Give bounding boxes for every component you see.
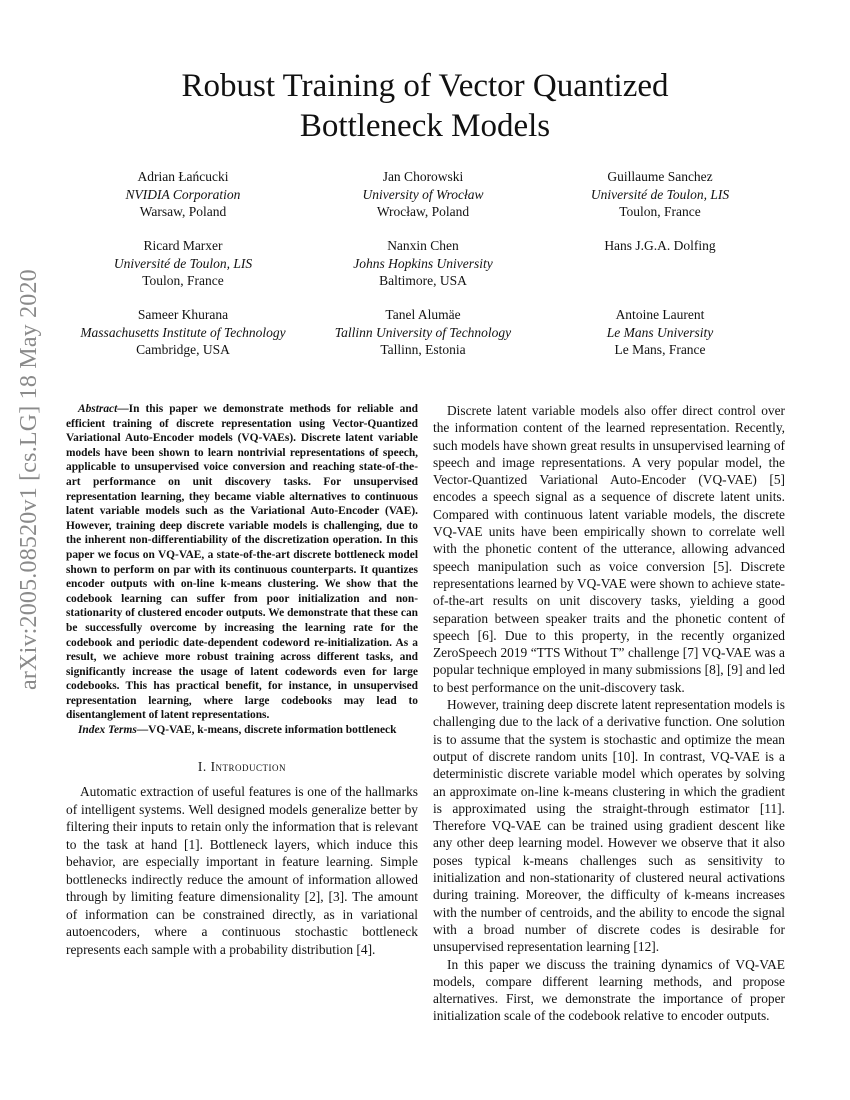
section-title: Introduction: [210, 758, 287, 774]
author-card: [53, 306, 313, 359]
author-card: [530, 168, 790, 221]
author-name: Sameer Khurana: [137, 307, 229, 322]
body-paragraph: Discrete latent variable models also offer direct control over the information content of the learned representation. Recently, such models have shown great results in unsupervised learning of speech and image representations. A very popular model, the Vector-Quantized Variational Auto-Encoder (VQ-VAE) [5] encodes a speech signal as a sequence of discrete latent units. Compared with continuous latent variable models, the discrete VQ-VAE units have been empirically shown to correlate well with the phonetic content of the utterance, allowing advanced speech manipulation such as voice conversion [5]. Discrete representations learned by VQ-VAE were shown to achieve state-of-the-art results on unit discovery tasks, yielding a good separation between speaker traits and the phonetic content of speech [6]. Due to this property, in the recently organized ZeroSpeech 2019 “TTS Without T” challenge [7] VQ-VAE was a popular technique employed in many submissions [8], [9] and led to best performance on the unit-discovery task.: [433, 403, 785, 695]
author-card: [293, 237, 553, 290]
author-name: Hans J.G.A. Dolfing: [604, 238, 716, 253]
right-column: [433, 402, 785, 1025]
index-terms-text: —VQ-VAE, k-means, discrete information bottleneck: [136, 724, 397, 737]
author-location: Baltimore, USA: [379, 273, 467, 288]
author-card: [293, 306, 553, 359]
author-card: [530, 306, 790, 359]
author-name: Guillaume Sanchez: [607, 169, 713, 184]
author-name: Jan Chorowski: [382, 169, 464, 184]
author-affiliation: Tallinn University of Technology: [334, 324, 512, 340]
body-paragraph: In this paper we discuss the training dynamics of VQ-VAE models, compare different learning methods, and propose alternatives. First, we demonstrate the importance of proper initialization scale of the codebook relative to encoder outputs.: [433, 956, 785, 1024]
abstract-label: Abstract: [78, 403, 118, 415]
author-affiliation: Université de Toulon, LIS: [113, 255, 253, 271]
author-affiliation: Université de Toulon, LIS: [590, 186, 730, 202]
author-card: [530, 237, 790, 255]
author-name: Nanxin Chen: [387, 238, 459, 253]
intro-paragraph: Automatic extraction of useful features is one of the hallmarks of intelligent systems. Well designed models generalize better by filtering their inputs to retain only the information that is relevant to the task at hand [1]. Bottleneck layers, which induce this behavior, are especially important in feature learning. Simple bottlenecks indirectly reduce the amount of information allowed through by limiting feature dimensionality [2], [3]. The amount of information can be constrained directly, as in variational autoencoders, where a continuous stochastic bottleneck represents each sample with a probability distribution [4].: [66, 784, 418, 957]
abstract: [66, 402, 418, 723]
author-card: [53, 237, 313, 290]
author-name: Tanel Alumäe: [385, 307, 461, 322]
author-card: [53, 168, 313, 221]
author-name: Ricard Marxer: [143, 238, 223, 253]
author-affiliation: Massachusetts Institute of Technology: [80, 324, 286, 340]
paper-title: [0, 66, 850, 146]
author-location: Toulon, France: [142, 273, 224, 288]
author-affiliation: University of Wrocław: [362, 186, 484, 202]
title-line-2: Bottleneck Models: [299, 108, 551, 144]
author-location: Toulon, France: [619, 204, 701, 219]
section-heading: [66, 758, 418, 776]
author-location: Warsaw, Poland: [139, 204, 227, 219]
left-column: [66, 402, 418, 958]
author-block: [0, 168, 850, 368]
arxiv-identifier: arXiv:2005.08520v1 [cs.LG] 18 May 2020: [16, 269, 42, 690]
author-card: [293, 168, 553, 221]
title-line-1: Robust Training of Vector Quantized: [181, 68, 669, 104]
author-name: Antoine Laurent: [615, 307, 705, 322]
author-name: Adrian Łańcucki: [137, 169, 229, 184]
author-location: Cambridge, USA: [136, 342, 230, 357]
abstract-text: —In this paper we demonstrate methods for reliable and efficient training of discrete representation using Vector-Quantized Variational Auto-Encoder models (VQ-VAEs). Discrete latent variable models have been shown to learn nontrivial representations of speech, applicable to unsupervised voice conversion and reaching state-of-the-art performance on unit discovery tasks. For unsupervised representation learning, they became viable alternatives to continuous latent variable models such as the Variational Auto-Encoder (VAE). However, training deep discrete variable models is challenging, due to the inherent non-differentiability of the discretization operation. In this paper we focus on VQ-VAE, a state-of-the-art discrete bottleneck model shown to perform on par with its continuous counterparts. It quantizes encoder outputs with on-line k-means clustering. We show that the codebook learning can suffer from poor initialization and non-stationarity of clustered encoder outputs. We demonstrate that these can be successfully overcome by increasing the learning rate for the codebook and periodic date-dependent codeword re-initialization. As a result, we achieve more robust training across different tasks, and significantly increase the usage of latent codewords even for large codebooks. This has practical benefit, for instance, in unsupervised representation learning, where large codebooks may lead to disentanglement of latent representations.: [66, 403, 418, 722]
author-affiliation: NVIDIA Corporation: [125, 186, 241, 202]
author-location: Le Mans, France: [614, 342, 706, 357]
author-location: Tallinn, Estonia: [380, 342, 466, 357]
index-terms: [66, 723, 418, 738]
author-affiliation: Johns Hopkins University: [353, 255, 493, 271]
index-terms-label: Index Terms: [78, 724, 137, 737]
author-affiliation: Le Mans University: [606, 324, 714, 340]
author-location: Wrocław, Poland: [376, 204, 470, 219]
section-number: I.: [197, 758, 207, 774]
body-paragraph: However, training deep discrete latent representation models is challenging due to the lack of a derivative function. One solution is to assume that the system is stochastic and optimize the mean output of discrete random units [10]. In contrast, VQ-VAE is a deterministic discrete variable model which operates by solving an approximate on-line k-means clustering in which the gradient is approximated using the straight-through estimator [11]. Therefore VQ-VAE can be trained using gradient descent like any other deep learning model. However we observe that it also poses typical k-means challenges such as sensitivity to initialization and non-stationarity of clustered neural activations during training. Moreover, the difficulty of k-means increases with the number of centroids, and the ability to encode the signal with a broad number of discrete codes is desirable for unsupervised representation learning [12].: [433, 697, 785, 955]
